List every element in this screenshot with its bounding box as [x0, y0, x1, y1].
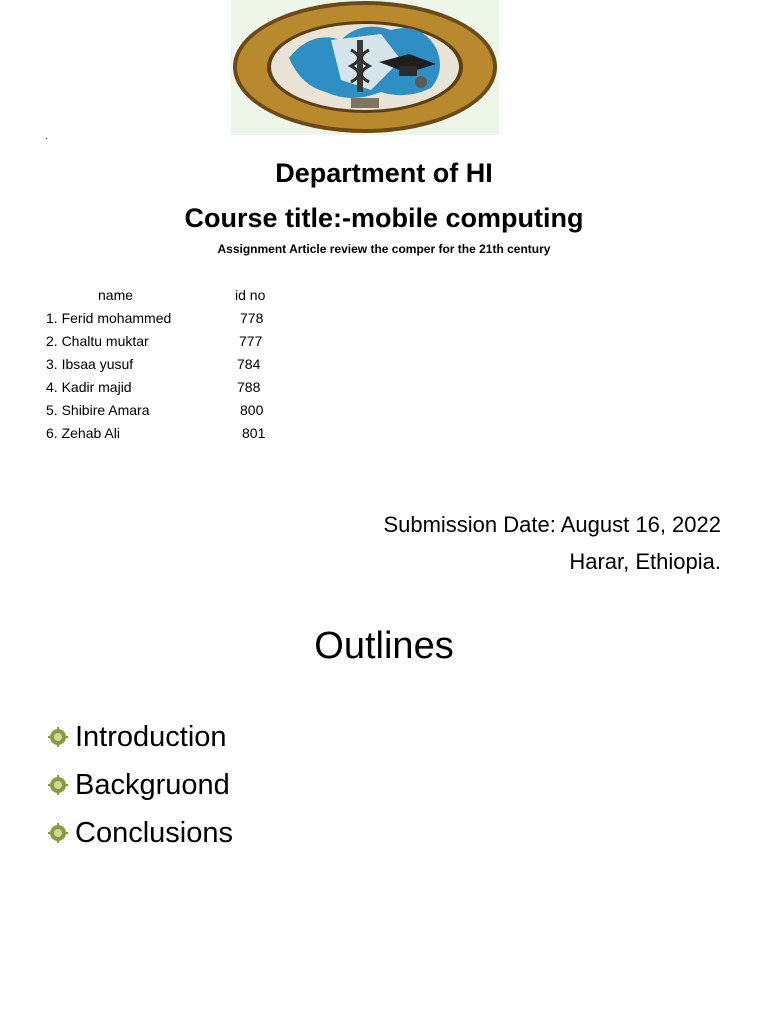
college-logo	[231, 0, 499, 135]
member-name: 5. Shibire Amara	[46, 402, 150, 418]
outline-item	[48, 811, 233, 855]
member-name: 4. Kadir majid	[46, 379, 132, 395]
column-header-id: id no	[235, 287, 266, 303]
stray-dot: .	[45, 130, 49, 142]
member-id: 801	[242, 425, 266, 441]
column-header-name: name	[98, 287, 134, 303]
outline-item	[48, 763, 230, 807]
member-name: 6. Zehab Ali	[46, 425, 120, 441]
outline-item	[48, 715, 227, 759]
member-id: 778	[240, 310, 264, 326]
outlines-heading: Outlines	[314, 625, 454, 667]
member-id: 784	[237, 356, 261, 372]
submission-place: Harar, Ethiopia.	[569, 549, 721, 574]
gear-bullet-icon	[48, 823, 68, 843]
member-id: 777	[239, 333, 263, 349]
gear-bullet-icon	[48, 727, 68, 747]
member-name: 1. Ferid mohammed	[46, 310, 172, 326]
course-title: Course title:-mobile computing	[184, 203, 584, 233]
submission-date: Submission Date: August 16, 2022	[383, 512, 721, 537]
department-heading: Department of HI	[275, 158, 493, 188]
outline-item-label: Conclusions	[75, 816, 233, 849]
outline-item-label: Introduction	[75, 720, 227, 753]
member-id: 788	[237, 379, 261, 395]
member-id: 800	[240, 402, 264, 418]
member-name: 3. Ibsaa yusuf	[46, 356, 134, 372]
logo-seal-icon	[231, 0, 499, 135]
member-name: 2. Chaltu muktar	[46, 333, 149, 349]
gear-bullet-icon	[48, 775, 68, 795]
outline-item-label: Backgruond	[75, 768, 230, 801]
assignment-subtitle: Assignment Article review the comper for the 21th century	[217, 242, 551, 256]
